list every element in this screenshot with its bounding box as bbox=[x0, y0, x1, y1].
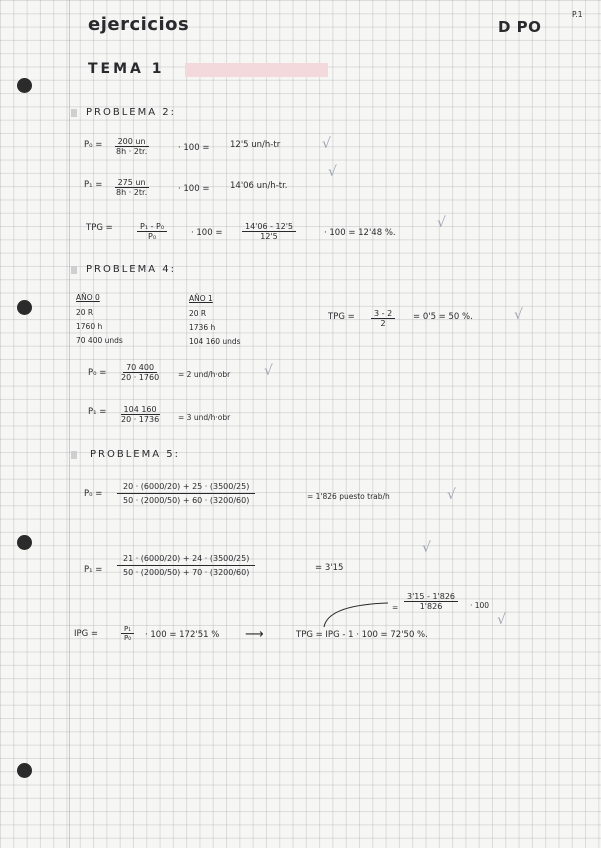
p1-4-result: = 3 und/h·obr bbox=[178, 413, 231, 422]
curved-arrow-icon bbox=[320, 595, 392, 631]
binder-hole bbox=[17, 763, 32, 778]
margin-rule bbox=[69, 0, 70, 848]
highlight-mark bbox=[71, 109, 77, 117]
tpg4-fraction bbox=[371, 309, 395, 328]
p0-result: 12'5 un/h-tr bbox=[230, 140, 281, 150]
binder-hole bbox=[17, 535, 32, 550]
tpg4-denominator: 2 bbox=[380, 319, 386, 328]
tpg-denominator: P₀ bbox=[148, 232, 157, 241]
p1-5-result: = 3'15 bbox=[315, 563, 344, 573]
check-mark: √ bbox=[447, 487, 456, 503]
tpg-numerator: P₁ - P₀ bbox=[137, 222, 167, 232]
p1-4-fraction bbox=[118, 405, 162, 424]
course-label: D PO bbox=[498, 18, 542, 36]
p1-numerator: 275 un bbox=[115, 178, 149, 188]
p0-numerator: 200 un bbox=[115, 137, 149, 147]
tpg-values-fraction bbox=[242, 222, 296, 241]
tpg5-alt-denominator: 1'826 bbox=[419, 602, 443, 611]
p1-5-label: P₁ = bbox=[84, 565, 103, 575]
check-mark: √ bbox=[437, 215, 446, 231]
highlight-mark bbox=[185, 63, 328, 77]
binder-hole bbox=[17, 300, 32, 315]
check-mark: √ bbox=[514, 307, 523, 323]
problema-2-heading: PROBLEMA 2: bbox=[86, 107, 176, 118]
p0-denominator: 8h · 2tr. bbox=[116, 147, 148, 156]
problema-5-heading: PROBLEMA 5: bbox=[90, 449, 180, 460]
check-mark: √ bbox=[497, 612, 506, 628]
tema-heading: TEMA 1 bbox=[88, 61, 165, 77]
p0-multiplier: · 100 = bbox=[178, 143, 210, 153]
tpg-values-denominator: 12'5 bbox=[260, 232, 278, 241]
p0-5-fraction bbox=[117, 480, 255, 507]
tpg5-alt-numerator: 3'15 - 1'826 bbox=[404, 592, 458, 602]
ipg-label: IPG = bbox=[74, 629, 99, 639]
highlight-mark bbox=[71, 451, 77, 459]
year0-label: AÑO 0 bbox=[76, 293, 100, 302]
tpg5-alt-multiplier: · 100 bbox=[470, 601, 490, 610]
p0-5-label: P₀ = bbox=[84, 489, 103, 499]
binder-hole bbox=[17, 78, 32, 93]
check-mark: √ bbox=[322, 136, 331, 152]
p1-multiplier: · 100 = bbox=[178, 184, 210, 194]
p1-result: 14'06 un/h-tr. bbox=[230, 181, 288, 191]
equals-sign: = bbox=[392, 603, 399, 612]
year1-hours: 1736 h bbox=[189, 323, 216, 332]
year1-label: AÑO 1 bbox=[189, 294, 213, 303]
tpg-result: · 100 = 12'48 %. bbox=[324, 228, 396, 238]
p0-5-denominator: 50 · (2000/50) + 60 · (3200/60) bbox=[123, 496, 250, 505]
p1-4-numerator: 104 160 bbox=[121, 405, 160, 415]
tpg-values-numerator: 14'06 - 12'5 bbox=[242, 222, 296, 232]
year1-units: 104 160 unds bbox=[189, 337, 241, 346]
highlight-mark bbox=[71, 266, 77, 274]
p1-fraction bbox=[113, 178, 150, 197]
p0-4-result: = 2 und/h·obr bbox=[178, 370, 231, 379]
p0-4-fraction bbox=[118, 363, 162, 382]
ipg-fraction bbox=[121, 625, 134, 642]
page-number: P.1 bbox=[572, 10, 583, 19]
year0-hours: 1760 h bbox=[76, 322, 103, 331]
tpg4-numerator: 3 - 2 bbox=[371, 309, 395, 319]
p0-4-denominator: 20 · 1760 bbox=[121, 373, 160, 382]
tpg4-label: TPG = bbox=[328, 312, 355, 322]
p0-label: P₀ = bbox=[84, 140, 103, 150]
p1-4-label: P₁ = bbox=[88, 407, 107, 417]
p0-4-label: P₀ = bbox=[88, 368, 107, 378]
ipg-denominator: P₀ bbox=[124, 634, 132, 642]
year1-workers: 20 R bbox=[189, 309, 207, 318]
tpg5-result: TPG = IPG - 1 · 100 = 72'50 %. bbox=[296, 630, 428, 640]
p0-fraction bbox=[113, 137, 150, 156]
year0-workers: 20 R bbox=[76, 308, 94, 317]
p1-5-denominator: 50 · (2000/50) + 70 · (3200/60) bbox=[123, 568, 250, 577]
p1-4-denominator: 20 · 1736 bbox=[121, 415, 160, 424]
p0-5-numerator: 20 · (6000/20) + 25 · (3500/25) bbox=[117, 480, 255, 494]
year0-units: 70 400 unds bbox=[76, 336, 123, 345]
p1-label: P₁ = bbox=[84, 180, 103, 190]
check-mark: √ bbox=[328, 164, 337, 180]
p1-denominator: 8h · 2tr. bbox=[116, 188, 148, 197]
problema-4-heading: PROBLEMA 4: bbox=[86, 264, 176, 275]
ipg-numerator: P₁ bbox=[121, 625, 134, 634]
p0-5-result: = 1'826 puesto trab/h bbox=[307, 492, 390, 501]
tpg-fraction bbox=[137, 222, 167, 241]
tpg4-result: = 0'5 = 50 %. bbox=[413, 312, 473, 322]
check-mark: √ bbox=[264, 363, 273, 379]
p1-5-numerator: 21 · (6000/20) + 24 · (3500/25) bbox=[117, 552, 255, 566]
p0-4-numerator: 70 400 bbox=[123, 363, 157, 373]
tpg5-alt-fraction bbox=[404, 592, 458, 611]
ipg-result: · 100 = 172'51 % bbox=[145, 630, 220, 640]
check-mark: √ bbox=[422, 540, 431, 556]
page-title: ejercicios bbox=[88, 14, 190, 35]
p1-5-fraction bbox=[117, 552, 255, 579]
arrow-right-icon: ⟶ bbox=[245, 627, 264, 642]
tpg-multiplier: · 100 = bbox=[191, 228, 223, 238]
tpg-label: TPG = bbox=[86, 223, 113, 233]
